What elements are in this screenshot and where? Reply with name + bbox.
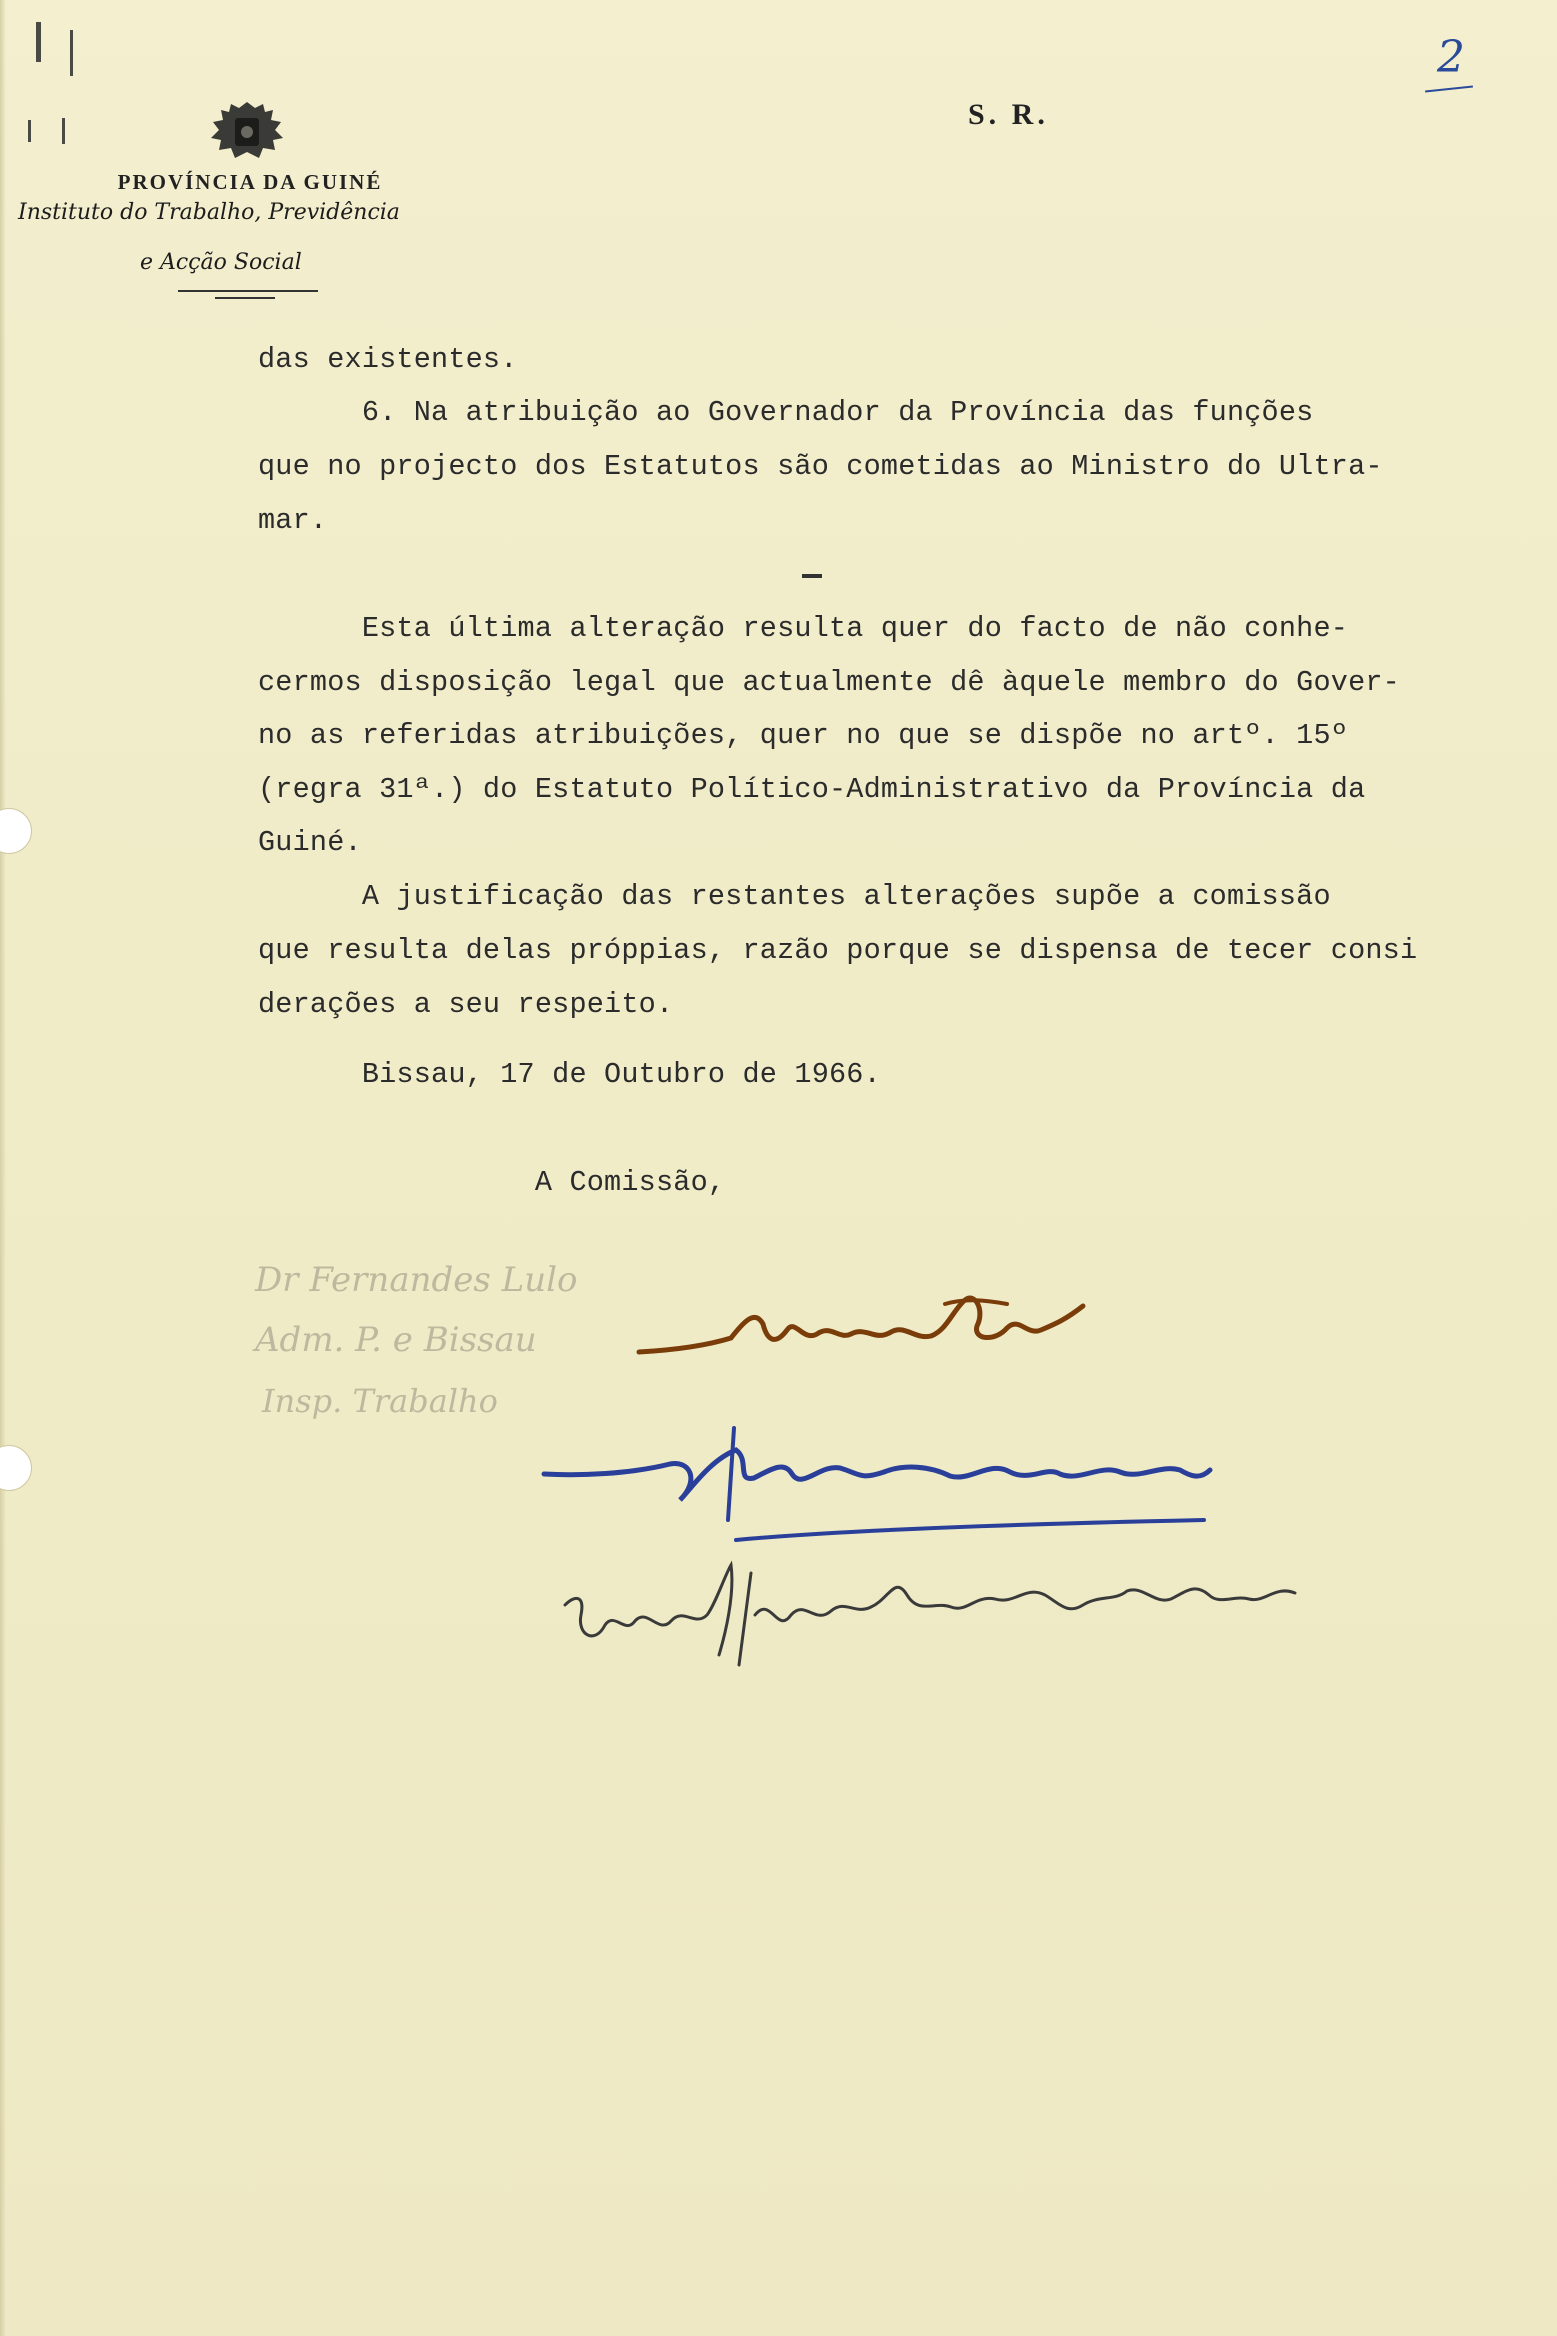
pencil-note: Dr Fernandes Lulo: [255, 1260, 578, 1300]
margin-mark: [28, 120, 31, 142]
signature-brown: [635, 1280, 1095, 1375]
letterhead-rule: [178, 290, 318, 292]
institute-name: Instituto do Trabalho, Previdência: [18, 200, 400, 225]
margin-mark: [36, 22, 41, 62]
body-line: no as referidas atribuições, quer no que se dispõe no artº. 15º: [258, 719, 1349, 752]
closing-line: A Comissão,: [258, 1166, 726, 1199]
page-number: 2: [1437, 32, 1465, 83]
body-line: cermos disposição legal que actualmente dê àquele membro do Gover-: [258, 666, 1400, 699]
pencil-note: Adm. P. e Bissau: [255, 1320, 537, 1360]
coat-of-arms-icon: [207, 98, 287, 169]
section-dash: [802, 574, 822, 578]
reference-mark: S. R.: [968, 98, 1049, 131]
body-line: que resulta delas próppias, razão porque se dispensa de tecer consi: [258, 934, 1418, 967]
body-line: mar.: [258, 504, 328, 537]
margin-mark: [62, 118, 65, 144]
signature-blue: [540, 1420, 1230, 1565]
body-line: Esta última alteração resulta quer do facto de não conhe-: [258, 612, 1349, 645]
province-name: PROVÍNCIA DA GUINÉ: [117, 170, 383, 194]
body-line: (regra 31ª.) do Estatuto Político-Administrativo da Província da: [258, 773, 1366, 806]
body-line: Guiné.: [258, 826, 362, 859]
institute-name-line2: e Acção Social: [140, 250, 302, 275]
body-line: que no projecto dos Estatutos são cometidas ao Ministro do Ultra-: [258, 450, 1383, 483]
margin-mark: [70, 30, 73, 76]
body-line: 6. Na atribuição ao Governador da Província das funções: [258, 396, 1314, 429]
pencil-note: Insp. Trabalho: [262, 1382, 498, 1420]
body-line: A justificação das restantes alterações supõe a comissão: [258, 880, 1331, 913]
letterhead-rule-short: [215, 297, 275, 299]
paper-edge: [0, 0, 6, 2336]
body-line: derações a seu respeito.: [258, 988, 674, 1021]
date-line: Bissau, 17 de Outubro de 1966.: [258, 1058, 881, 1091]
signature-black: [555, 1555, 1355, 1680]
letterhead: [0, 166, 500, 195]
body-line: das existentes.: [258, 343, 518, 376]
